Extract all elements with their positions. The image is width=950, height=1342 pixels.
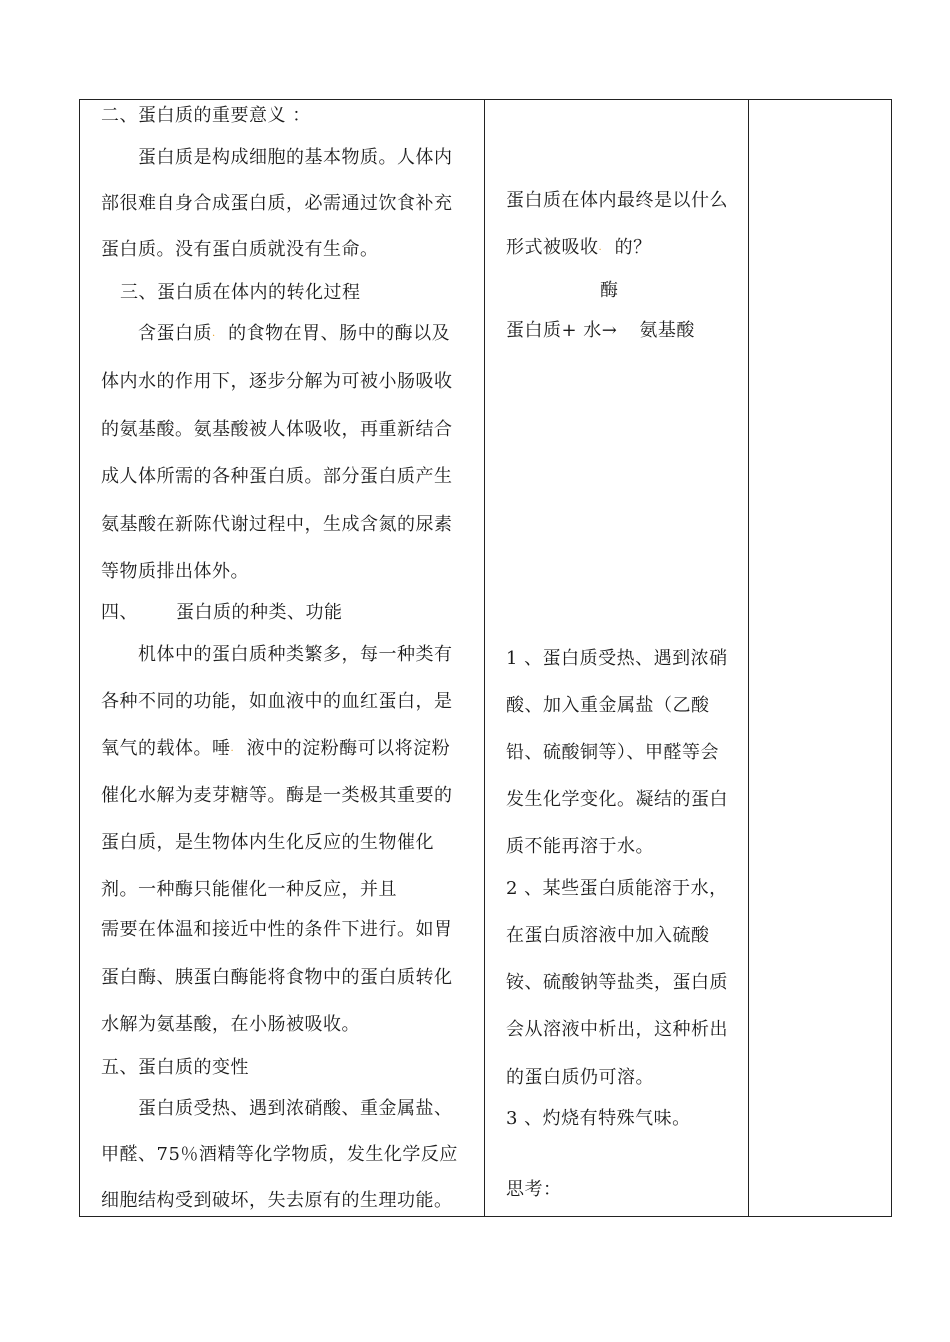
- body-line: 等物质排出体外。: [101, 561, 249, 582]
- property-line: 的蛋白质仍可溶。: [506, 1067, 654, 1088]
- property-line: 质不能再溶于水。: [506, 836, 654, 857]
- body-line: 体内水的作用下，逐步分解为可被小肠吸收: [101, 371, 453, 392]
- property-line: 铵、硫酸钠等盐类，蛋白质: [506, 972, 728, 993]
- body-line: 水解为氨基酸，在小肠被吸收。: [101, 1014, 360, 1035]
- marker-dot: .: [230, 743, 235, 754]
- property-line: 发生化学变化。凝结的蛋白: [506, 789, 728, 810]
- property-line: 在蛋白质溶液中加入硫酸: [506, 925, 710, 946]
- column-divider-2: [748, 99, 749, 1217]
- body-line: 机体中的蛋白质种类繁多，每一种类有: [138, 644, 453, 665]
- body-line: 部很难自身合成蛋白质，必需通过饮食补充: [101, 193, 453, 214]
- enzyme-label: 酶: [600, 280, 619, 301]
- body-line: 细胞结构受到破坏，失去原有的生理功能。: [101, 1190, 453, 1211]
- body-line: 氨基酸在新陈代谢过程中，生成含氮的尿素: [101, 514, 453, 535]
- body-line: 成人体所需的各种蛋白质。部分蛋白质产生: [101, 466, 453, 487]
- property-line: 酸、加入重金属盐（乙酸: [506, 695, 710, 716]
- reaction-equation: 蛋白质+ 水→ 氨基酸: [506, 320, 695, 341]
- body-line: 蛋白质。没有蛋白质就没有生命。: [101, 239, 379, 260]
- body-line: 甲醛、75％酒精等化学物质，发生化学反应: [101, 1144, 458, 1165]
- body-line: 剂。一种酶只能催化一种反应，并且: [101, 879, 397, 900]
- property-line: 1 、蛋白质受热、遇到浓硝: [506, 648, 728, 669]
- question-line: 形式被吸收. 的？: [506, 237, 652, 258]
- body-line: 蛋白质受热、遇到浓硝酸、重金属盐、: [138, 1098, 453, 1119]
- body-line: 蛋白质，是生物体内生化反应的生物催化: [101, 832, 434, 853]
- body-line: 蛋白质是构成细胞的基本物质。人体内: [138, 147, 453, 168]
- property-line: 2 、某些蛋白质能溶于水，: [506, 878, 728, 899]
- body-line: 催化水解为麦芽糖等。酶是一类极其重要的: [101, 785, 453, 806]
- body-line: 含蛋白质. 的食物在胃、肠中的酶以及: [138, 323, 451, 344]
- question-line: 蛋白质在体内最终是以什么: [506, 190, 728, 211]
- body-line: 氧气的载体。唾. 液中的淀粉酶可以将淀粉: [101, 738, 451, 759]
- heading-section-4: 四、 蛋白质的种类、功能: [101, 602, 343, 623]
- heading-section-5: 五、蛋白质的变性: [101, 1057, 249, 1078]
- property-line: 铅、硫酸铜等）、甲醛等会: [506, 742, 719, 763]
- property-line: 会从溶液中析出，这种析出: [506, 1019, 728, 1040]
- marker-dot: .: [212, 328, 216, 339]
- property-line: 3 、灼烧有特殊气味。: [506, 1108, 691, 1129]
- heading-section-2: 二、蛋白质的重要意义 ：: [101, 105, 311, 126]
- body-line: 蛋白酶、胰蛋白酶能将食物中的蛋白质转化: [101, 967, 453, 988]
- body-line: 需要在体温和接近中性的条件下进行。如胃: [101, 919, 453, 940]
- body-line: 的氨基酸。氨基酸被人体吸收，再重新结合: [101, 419, 453, 440]
- column-divider-1: [484, 99, 485, 1217]
- marker-dot: .: [598, 242, 603, 253]
- heading-section-3: 三、蛋白质在体内的转化过程: [120, 282, 361, 303]
- body-line: 各种不同的功能，如血液中的血红蛋白，是: [101, 691, 453, 712]
- think-label: 思考：: [506, 1179, 562, 1200]
